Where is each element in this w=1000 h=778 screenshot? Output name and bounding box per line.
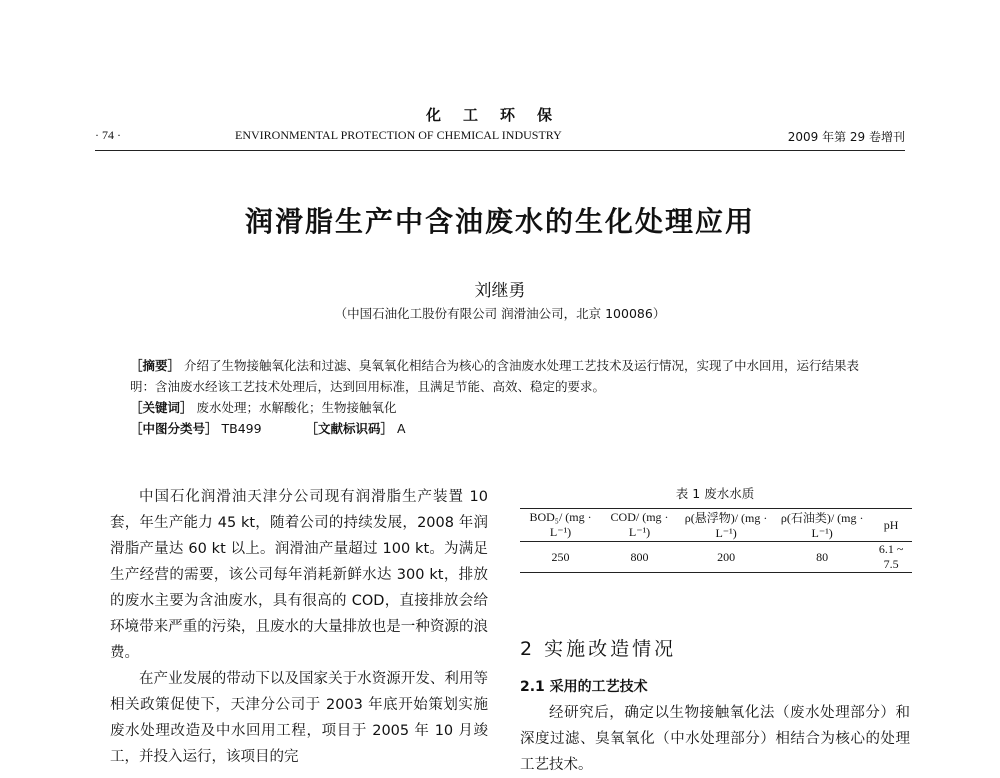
author-affiliation: （中国石油化工股份有限公司 润滑油公司，北京 100086）	[334, 306, 666, 321]
running-header	[95, 128, 905, 148]
right-column	[520, 484, 910, 773]
table-cell: 200	[678, 542, 774, 573]
doc-code-value: A	[397, 421, 406, 436]
clc-label: ［中图分类号］	[130, 421, 218, 436]
table-header-cell: BOD₅/ (mg · L⁻¹)	[529, 510, 592, 539]
keywords-label: ［关键词］	[130, 400, 193, 415]
table-caption: 表 1 废水水质	[675, 486, 755, 501]
clc-value: TB499	[221, 421, 262, 436]
left-column	[110, 484, 488, 770]
body-paragraph-2: 在产业发展的带动下以及国家关于水资源开发、利用等相关政策促使下，天津分公司于 2003 年底开始策划实施废水处理改造及中水回用工程，项目于 2005 年 10 月竣工，并投入运行，该项目的完	[110, 671, 488, 765]
abstract	[130, 355, 880, 397]
subsection-heading: 2.1 采用的工艺技术	[520, 679, 648, 695]
table-header-cell: COD/ (mg · L⁻¹)	[610, 510, 669, 539]
body-paragraph-3: 经研究后，确定以生物接触氧化法（废水处理部分）和深度过滤、臭氧氧化（中水处理部分）相结合为核心的处理工艺技术。	[520, 705, 910, 773]
table-header-cell: pH	[883, 517, 899, 532]
water-quality-table	[520, 508, 912, 573]
table-cell: 80	[774, 542, 870, 573]
table-header-cell: ρ(悬浮物)/ (mg · L⁻¹)	[684, 511, 768, 540]
doc-code-label: ［文献标识码］	[305, 421, 394, 436]
table-header-row	[520, 509, 912, 542]
abstract-block	[130, 355, 880, 439]
body-paragraph-1: 中国石化润滑油天津分公司现有润滑脂生产装置 10 套，年生产能力 45 kt，随着公司的持续发展，2008 年润滑脂产量达 60 kt 以上。润滑油产量超过 100 kt。为满足生产经营的需要，该公司每年消耗新鲜水达 300 kt，排放的废水主要为含油废水，具有很高的 COD，直接排放会给环境带来严重的污染，且废水的大量排放也是一种资源的浪费。	[110, 489, 488, 661]
author-name: 刘继勇	[474, 281, 526, 301]
section-heading: 2 实施改造情况	[520, 638, 677, 660]
journal-title-cn: 化工环保	[425, 106, 574, 124]
table-header-cell: ρ(石油类)/ (mg · L⁻¹)	[780, 511, 864, 540]
article-title: 润滑脂生产中含油废水的生化处理应用	[244, 205, 755, 238]
journal-title-en: ENVIRONMENTAL PROTECTION OF CHEMICAL INDUSTRY	[235, 128, 562, 142]
keywords-text: 废水处理；水解酸化；生物接触氧化	[196, 400, 397, 415]
abstract-label: ［摘要］	[130, 358, 181, 373]
abstract-text: 介绍了生物接触氧化法和过滤、臭氧氧化相结合为核心的含油废水处理工艺技术及运行情况，实现了中水回用，运行结果表明：含油废水经该工艺技术处理后，达到回用标准，且满足节能、高效、稳定的要求。	[130, 358, 860, 394]
page-number: · 74 ·	[95, 128, 121, 142]
table-row	[520, 542, 912, 573]
keywords-line	[130, 397, 880, 418]
header-rule	[95, 150, 905, 151]
table-cell: 250	[520, 542, 601, 573]
table-cell: 6.1 ~ 7.5	[870, 542, 912, 573]
table-cell: 800	[601, 542, 678, 573]
issue-info: 2009 年第 29 卷增刊	[787, 130, 905, 144]
classification-line	[130, 418, 880, 439]
